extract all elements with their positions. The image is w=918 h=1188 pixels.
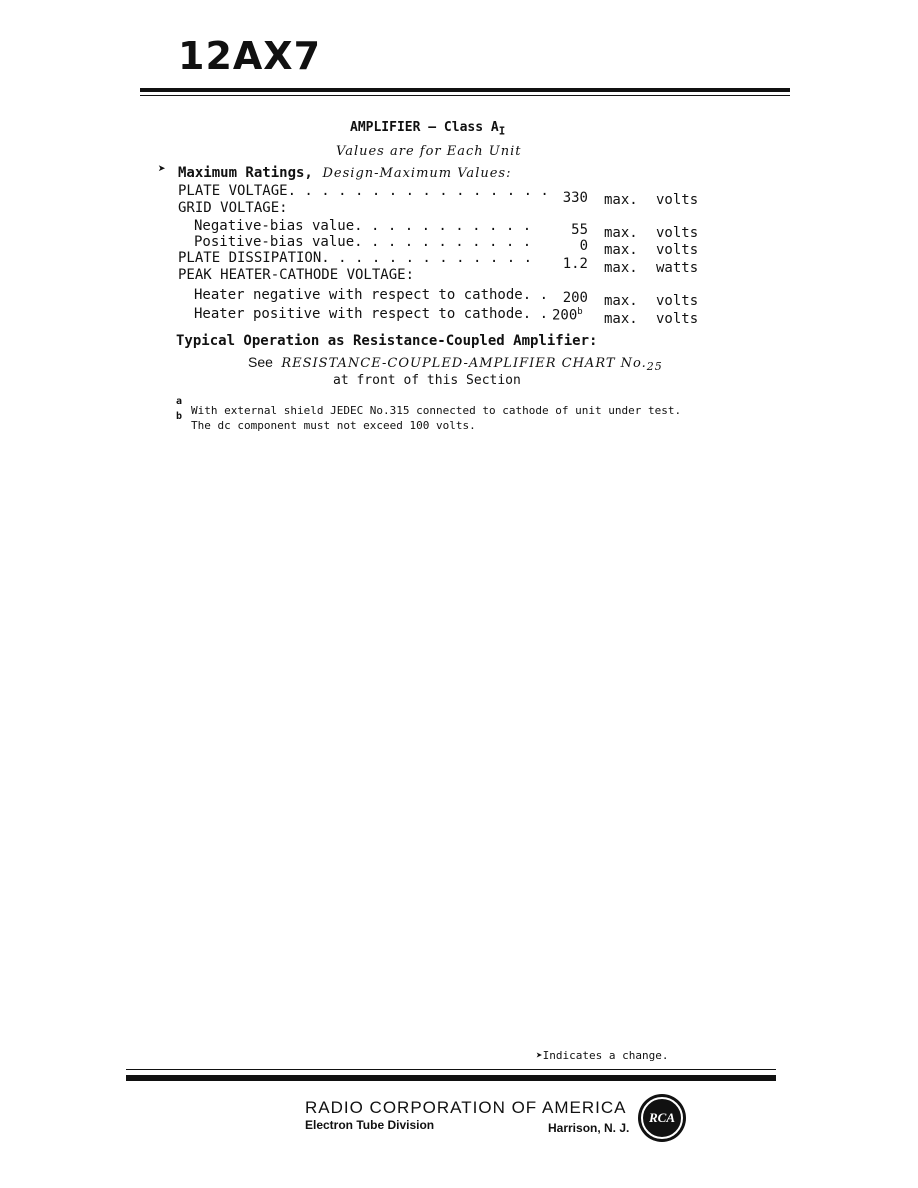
row-qualifier: max.: [604, 192, 638, 208]
row-qualifier: max.: [604, 260, 638, 276]
row-value: 330: [562, 190, 588, 206]
bottom-rule-thick: [126, 1075, 776, 1081]
section-heading-text: AMPLIFIER — Class A: [350, 120, 499, 135]
footnote-mark: a: [176, 396, 183, 407]
chart-number: 25: [646, 360, 663, 373]
row-label: PLATE VOLTAGE. . . . . . . . . . . . . . . .: [178, 183, 549, 199]
row-label: PLATE DISSIPATION. . . . . . . . . . . . .: [178, 250, 533, 266]
company-name: RADIO CORPORATION OF AMERICA: [305, 1098, 627, 1117]
row-value-with-footnote: [552, 307, 583, 324]
ratings-italic: Design-Maximum Values:: [322, 166, 512, 181]
row-label: Heater negative with respect to cathode. .: [194, 287, 549, 303]
ratings-heading: [178, 162, 511, 181]
footnote-text: With external shield JEDEC No.315 connected to cathode of unit under test.: [191, 404, 682, 417]
footnote-ref: b: [577, 307, 583, 317]
row-label: GRID VOLTAGE:: [178, 200, 288, 216]
section-heading: [350, 120, 505, 138]
company-location: Harrison, N. J.: [548, 1121, 630, 1135]
row-label: Positive-bias value. . . . . . . . . . .: [194, 234, 532, 250]
row-label: Negative-bias value. . . . . . . . . . .: [194, 218, 532, 234]
row-unit: watts: [656, 260, 699, 276]
section-heading-subscript: I: [498, 124, 506, 138]
row-qualifier: max.: [604, 293, 638, 309]
bottom-rule-thin: [126, 1069, 776, 1070]
page-title: 12AX7: [178, 34, 322, 78]
section-subheading: Values are for Each Unit: [336, 144, 522, 159]
top-rule-thin: [140, 95, 790, 96]
row-qualifier: max.: [604, 225, 638, 241]
see-text: See: [248, 354, 273, 370]
row-value: 1.2: [562, 256, 588, 272]
rca-logo-ring: [641, 1097, 683, 1139]
row-value: 0: [579, 238, 588, 254]
footnote-text: The dc component must not exceed 100 volts.: [191, 419, 476, 432]
footnote-mark: b: [176, 411, 183, 422]
change-arrow-icon: ➤: [158, 162, 166, 177]
row-unit: volts: [656, 242, 699, 258]
chart-reference-text: RESISTANCE-COUPLED-AMPLIFIER CHART No.: [281, 356, 647, 371]
row-label: PEAK HEATER-CATHODE VOLTAGE:: [178, 267, 415, 283]
chart-reference: [248, 354, 663, 373]
rca-logo: [638, 1094, 686, 1142]
change-indicator-note: ➤Indicates a change.: [536, 1049, 669, 1062]
row-value: 200: [562, 290, 588, 306]
ratings-label: Maximum Ratings,: [178, 165, 313, 181]
row-unit: volts: [656, 192, 699, 208]
typical-operation-heading: Typical Operation as Resistance-Coupled Amplifier:: [176, 333, 598, 349]
row-unit: volts: [656, 311, 699, 327]
division-name: Electron Tube Division: [305, 1118, 435, 1132]
row-label: Heater positive with respect to cathode. .: [194, 306, 549, 322]
top-rule-thick: [140, 88, 790, 92]
row-unit: volts: [656, 293, 699, 309]
row-qualifier: max.: [604, 311, 638, 327]
row-value: 55: [571, 222, 588, 238]
rca-logo-text: RCA: [648, 1110, 675, 1125]
row-qualifier: max.: [604, 242, 638, 258]
row-value: 200: [552, 307, 578, 324]
row-unit: volts: [656, 225, 699, 241]
chart-location: at front of this Section: [333, 373, 521, 388]
